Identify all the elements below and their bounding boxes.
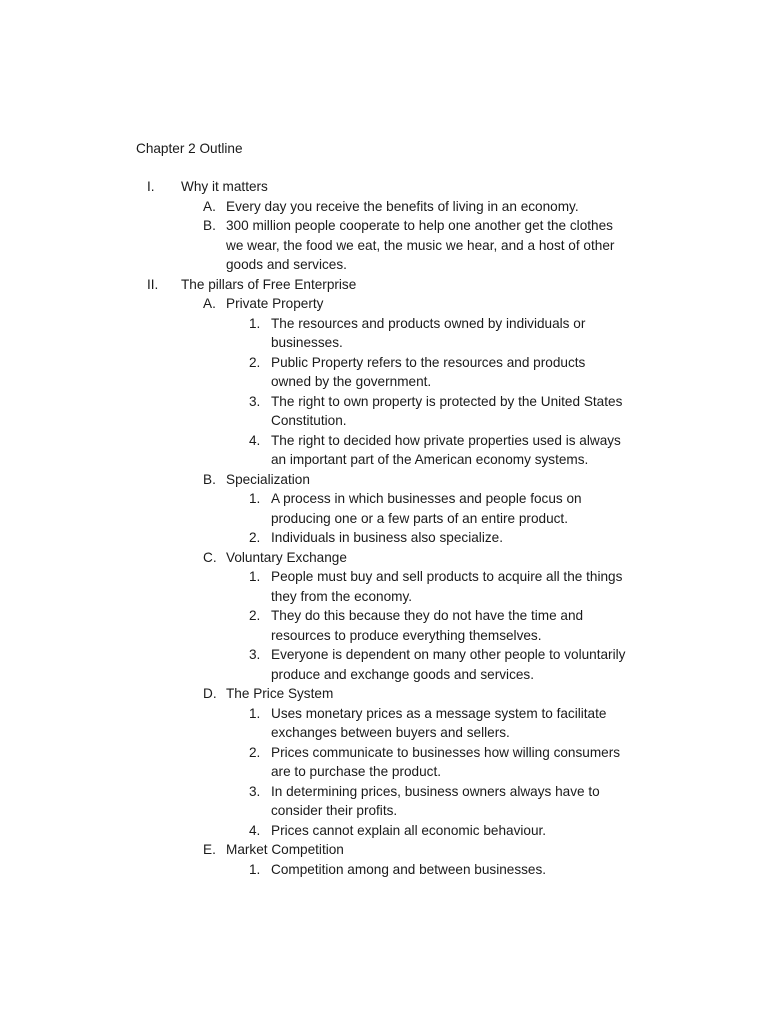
outline-item-level-3 <box>0 587 768 607</box>
outline-text: The right to decided how private properties used is always <box>271 432 621 448</box>
outline-item-level-1 <box>0 275 768 295</box>
outline-item-level-3 <box>0 314 768 334</box>
page-title: Chapter 2 Outline <box>136 141 243 156</box>
outline-marker: 1. <box>249 861 261 877</box>
outline-item-level-3 <box>0 450 768 470</box>
outline-text: The resources and products owned by individuals or <box>271 315 586 331</box>
outline-marker: B. <box>203 471 216 487</box>
outline-item-level-3 <box>0 489 768 509</box>
outline-text: Uses monetary prices as a message system to facilitate <box>271 705 607 721</box>
outline-marker: 1. <box>249 569 261 584</box>
outline-marker: II. <box>147 276 159 292</box>
outline-marker: 2. <box>249 744 261 760</box>
outline-item-level-3 <box>0 801 768 821</box>
outline-continuation-text: we wear, the food we eat, the music we hear, and a host of other <box>226 237 615 253</box>
outline-marker: 2. <box>249 530 261 545</box>
outline-text: Individuals in business also specialize. <box>271 530 503 545</box>
outline-continuation-text: are to purchase the product. <box>271 764 442 779</box>
outline-continuation-text: they from the economy. <box>271 588 413 604</box>
outline-item-level-3 <box>0 372 768 392</box>
outline-continuation-text: producing one or a few parts of an entire product. <box>271 510 568 526</box>
outline-marker: 1. <box>249 315 261 331</box>
outline-item-level-3 <box>0 665 768 685</box>
outline-marker: 4. <box>249 822 261 838</box>
outline-marker: 1. <box>249 491 261 506</box>
outline-marker: 2. <box>249 608 261 623</box>
outline-item-level-2 <box>0 197 768 217</box>
outline-item-level-3 <box>0 411 768 431</box>
outline-marker: E. <box>203 842 216 857</box>
outline-marker: B. <box>203 218 216 233</box>
outline-item-level-3 <box>0 431 768 451</box>
outline-item-level-3 <box>0 762 768 782</box>
outline-text: Market Competition <box>226 842 344 857</box>
outline-text: Everyone is dependent on many other people to voluntarily <box>271 647 626 662</box>
outline-item-level-3 <box>0 860 768 880</box>
outline-text: Voluntary Exchange <box>226 549 347 565</box>
outline-item-level-3 <box>0 392 768 412</box>
outline-text: 300 million people cooperate to help one another get the clothes <box>226 218 613 233</box>
outline-text: Prices communicate to businesses how willing consumers <box>271 744 621 760</box>
outline-marker: 4. <box>249 432 261 448</box>
outline-marker: 1. <box>249 705 261 721</box>
outline-text: The pillars of Free Enterprise <box>181 276 357 292</box>
outline-item-level-2 <box>0 470 768 490</box>
outline-text: Every day you receive the benefits of living in an economy. <box>226 198 579 214</box>
outline-item-level-3 <box>0 821 768 841</box>
outline-item-level-3 <box>0 509 768 529</box>
outline-item-level-2 <box>0 255 768 275</box>
outline-text: Why it matters <box>181 179 268 194</box>
outline-marker: A. <box>203 296 216 311</box>
outline-item-level-3 <box>0 606 768 626</box>
outline-item-level-2 <box>0 840 768 860</box>
outline-item-level-3 <box>0 743 768 763</box>
outline-text: In determining prices, business owners always have to <box>271 783 600 799</box>
outline-continuation-text: Constitution. <box>271 413 347 428</box>
outline-continuation-text: goods and services. <box>226 257 347 272</box>
outline-marker: I. <box>147 179 155 194</box>
outline-item-level-2 <box>0 548 768 568</box>
outline-continuation-text: produce and exchange goods and services. <box>271 666 534 682</box>
outline-continuation-text: exchanges between buyers and sellers. <box>271 725 510 740</box>
outline-item-level-3 <box>0 626 768 646</box>
outline-list <box>0 177 768 879</box>
outline-marker: 2. <box>249 354 261 370</box>
outline-text: Specialization <box>226 471 310 487</box>
outline-item-level-2 <box>0 294 768 314</box>
outline-marker: A. <box>203 198 216 214</box>
outline-item-level-3 <box>0 645 768 665</box>
outline-item-level-2 <box>0 236 768 256</box>
outline-continuation-text: an important part of the American economy systems. <box>271 452 589 467</box>
outline-marker: 3. <box>249 647 261 662</box>
outline-marker: D. <box>203 686 217 701</box>
outline-marker: 3. <box>249 783 261 799</box>
outline-item-level-3 <box>0 567 768 587</box>
outline-item-level-2 <box>0 684 768 704</box>
outline-item-level-3 <box>0 782 768 802</box>
outline-marker: 3. <box>249 393 261 409</box>
outline-text: Public Property refers to the resources and products <box>271 354 586 370</box>
outline-item-level-3 <box>0 528 768 548</box>
outline-item-level-3 <box>0 333 768 353</box>
outline-item-level-2 <box>0 216 768 236</box>
outline-continuation-text: businesses. <box>271 335 343 350</box>
outline-item-level-3 <box>0 704 768 724</box>
outline-continuation-text: owned by the government. <box>271 374 432 389</box>
outline-marker: C. <box>203 549 217 565</box>
outline-continuation-text: resources to produce everything themselves. <box>271 627 542 643</box>
outline-text: They do this because they do not have the time and <box>271 608 584 623</box>
outline-text: The Price System <box>226 686 334 701</box>
outline-text: People must buy and sell products to acquire all the things <box>271 569 623 584</box>
outline-item-level-1 <box>0 177 768 197</box>
outline-item-level-3 <box>0 353 768 373</box>
outline-text: Prices cannot explain all economic behaviour. <box>271 822 547 838</box>
outline-text: A process in which businesses and people focus on <box>271 491 582 506</box>
outline-text: Competition among and between businesses. <box>271 861 547 877</box>
outline-text: The right to own property is protected by the United States <box>271 393 623 409</box>
outline-text: Private Property <box>226 296 324 311</box>
outline-item-level-3 <box>0 723 768 743</box>
outline-continuation-text: consider their profits. <box>271 803 398 818</box>
